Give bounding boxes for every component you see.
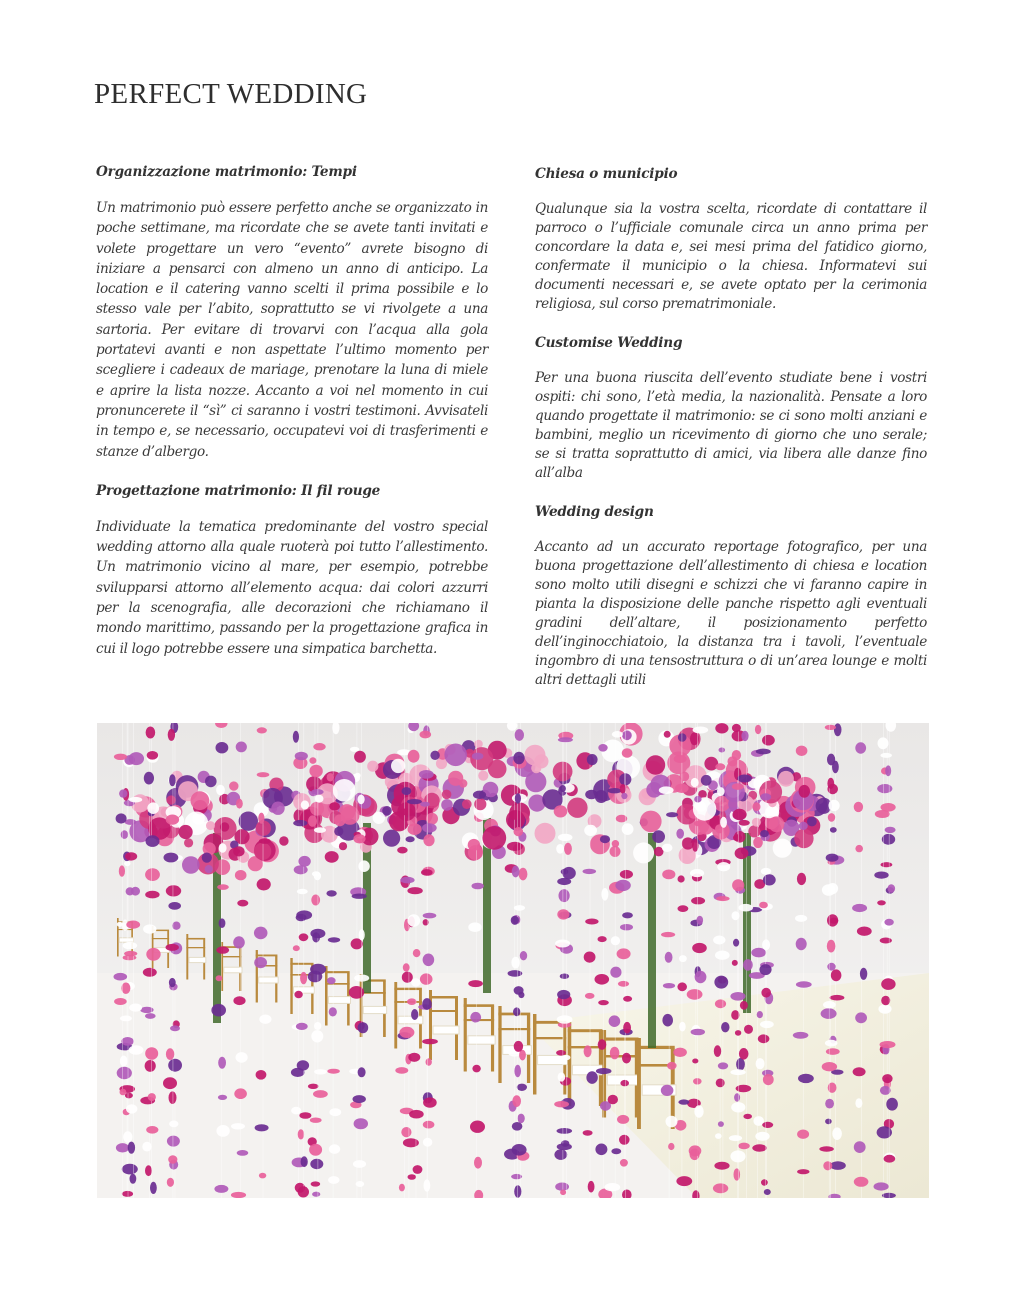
centerpiece-stem <box>648 833 656 1048</box>
section-heading: Chiesa o municipio <box>535 166 678 182</box>
section-customise <box>535 334 927 483</box>
section-body: Accanto ad un accurato reportage fotografico, per una buona progettazione dell’allestimento di chiesa e location sono molto utili disegni e schizzi che vi faranno capire in pianta la disposizione delle panche rispetto agli eventuali gradini dell’altare, il posizionamento perfetto dell’inginocchiatoio, la distanza tra i tavoli, l’eventuale ingombro di una tensostruttura o di un’area lounge e molti altri dettagli utili <box>535 539 927 688</box>
section-body: Un matrimonio può essere perfetto anche se organizzato in poche settimane, ma ricordate che se avete tanti invitati e volete progettare un vero “evento” avrete bisogno di iniziare a pensarci con almeno un anno di anticipo. La location e il catering vanno scelti il prima possibile e lo stesso vale per l’abito, soprattutto se vi rivolgete a una sartoria. Per evitare di trovarvi con l’acqua alla gola portatevi avanti e non aspettate l’ultimo momento per scegliere i cadeaux de mariage, prenotare la luna di miele e aprire la lista nozze. Accanto a voi nel momento in cui pronuncerete il “sì” ci saranno i vostri testimoni. Avvisateli in tempo e, se necessario, occupatevi voi di trasferimenti e stanze d’albergo. <box>96 200 488 460</box>
section-heading: Organizzazione matrimonio: Tempi <box>96 164 357 180</box>
left-column <box>96 163 488 679</box>
section-chiesa <box>535 165 927 314</box>
centerpiece-stem <box>743 833 751 1013</box>
section-body: Qualunque sia la vostra scelta, ricordate di contattare il parroco o l’ufficiale comunale circa un anno prima per concordare la data e, sei mesi prima del fatidico giorno, confermate il municipio o la chiesa. Informatevi sui documenti necessari e, se avete optato per la cerimonia religiosa, sul corso prematrimoniale. <box>535 201 927 312</box>
section-heading: Progettazione matrimonio: Il fil rouge <box>96 482 381 499</box>
section-tempi <box>96 163 488 462</box>
floral-table-illustration <box>97 723 929 1198</box>
right-column <box>535 165 927 710</box>
section-fil-rouge <box>96 482 488 659</box>
section-heading: Wedding design <box>535 504 654 520</box>
section-heading: Customise Wedding <box>535 335 683 351</box>
section-body: Per una buona riuscita dell’evento studiate bene i vostri ospiti: chi sono, l’età media, la nazionalità. Pensate a loro quando progettate il matrimonio: se ci sono molti anziani e bambini, meglio un ricevimento di giorno che uno serale; se si tratta soprattutto di amici, via libera alle danze fino all’alba <box>535 370 927 481</box>
section-body: Individuate la tematica predominante del vostro special wedding attorno alla quale ruoterà poi tutto l’allestimento. Un matrimonio vicino al mare, per esempio, potrebbe svilupparsi attorno all’elemento acqua: dai colori azzurri per la scenografia, alle decorazioni che richiamano il mondo marittimo, passando per la progettazione grafica in cui il logo potrebbe essere una simpatica barchetta. <box>96 518 488 657</box>
wedding-table-photo <box>97 723 929 1198</box>
page-title: PERFECT WEDDING <box>94 78 368 110</box>
section-wedding-design <box>535 503 927 690</box>
